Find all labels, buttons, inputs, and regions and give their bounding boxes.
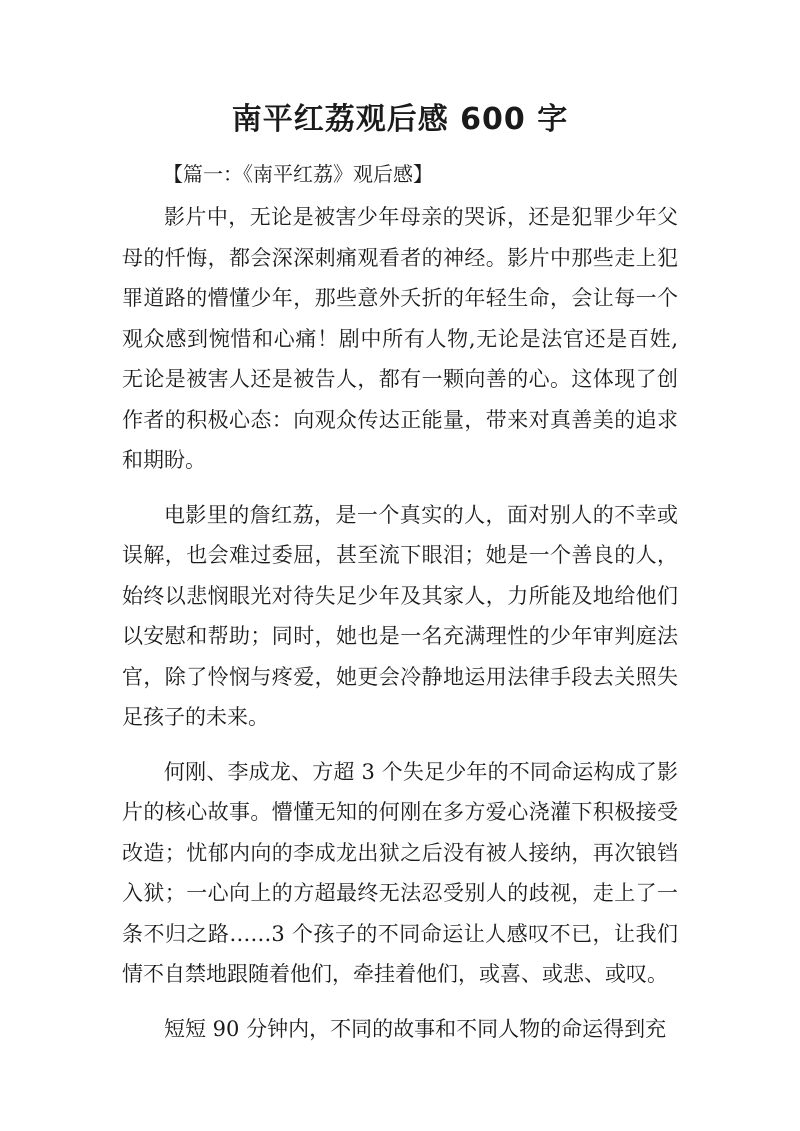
paragraph-1: 影片中，无论是被害少年母亲的哭诉，还是犯罪少年父母的忏悔，都会深深刺痛观看者的神经。影片中那些走上犯罪道路的懵懂少年，那些意外夭折的年轻生命，会让每一个观众感到惋惜和心痛！剧中所有人物,无论是法官还是百姓,无论是被害人还是被告人，都有一颗向善的心。这体现了创作者的积极心态：向观众传达正能量，带来对真善美的追求和期盼。 [122, 205, 678, 472]
paragraph-3: 何刚、李成龙、方超 3 个失足少年的不同命运构成了影片的核心故事。懵懂无知的何刚在多方爱心浇灌下积极接受改造；忧郁内向的李成龙出狱之后没有被人接纳，再次锒铛入狱；一心向上的方超最终无法忍受别人的歧视，走上了一条不归之路……3 个孩子的不同命运让人感叹不已，让我们情不自禁地跟随着他们，牵挂着他们，或喜、或悲、或叹。 [122, 759, 678, 986]
document-title: 南平红荔观后感 600 字 [231, 102, 569, 137]
document-body [122, 197, 678, 1063]
section-heading: 【篇一：《南平红荔》观后感】 [163, 162, 433, 186]
paragraph-4: 短短 90 分钟内，不同的故事和不同人物的命运得到充 [164, 1016, 667, 1041]
paragraph-2: 电影里的詹红荔，是一个真实的人，面对别人的不幸或误解，也会难过委屈，甚至流下眼泪；她是一个善良的人，始终以悲悯眼光对待失足少年及其家人，力所能及地给他们以安慰和帮助；同时，她也是一名充满理性的少年审判庭法官，除了怜悯与疼爱，她更会冷静地运用法律手段去关照失足孩子的未来。 [122, 502, 678, 729]
